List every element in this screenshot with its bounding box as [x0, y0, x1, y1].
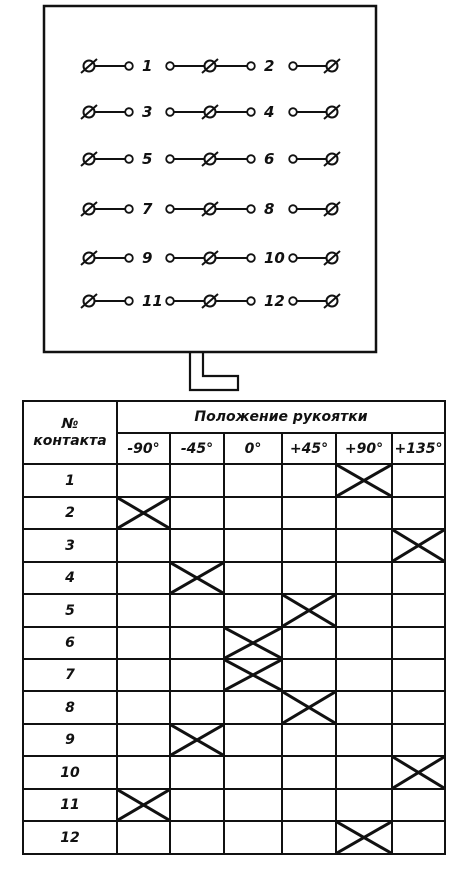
empty-cell [117, 627, 170, 659]
terminal-row [81, 249, 340, 267]
empty-cell [282, 497, 336, 529]
contact-label: 5 [142, 150, 153, 168]
empty-cell [117, 821, 170, 854]
table-row [23, 691, 445, 724]
empty-cell [336, 627, 392, 659]
empty-cell [282, 627, 336, 659]
contact-ring-icon [125, 254, 133, 262]
screw-terminal-icon [324, 251, 340, 265]
angle-header: -90° [117, 433, 170, 464]
empty-cell [224, 789, 282, 821]
screw-terminal-icon [81, 202, 97, 216]
contact-number-header [23, 401, 117, 464]
screw-terminal-icon [202, 251, 218, 265]
screw-terminal-icon [81, 59, 97, 73]
table-row [23, 464, 445, 497]
empty-cell [282, 756, 336, 789]
terminal-row [81, 200, 340, 218]
empty-cell [224, 497, 282, 529]
terminal-row [81, 57, 340, 75]
screw-terminal-icon [324, 152, 340, 166]
contact-number-cell: 8 [23, 691, 117, 724]
contact-number-cell: 11 [23, 789, 117, 821]
closed-contact-cross-icon [392, 529, 445, 562]
empty-cell [170, 497, 224, 529]
empty-cell [336, 594, 392, 627]
switch-position-table [22, 400, 446, 855]
empty-cell [392, 821, 445, 854]
table-row [23, 821, 445, 854]
closed-contact-cross-icon [117, 497, 170, 529]
table-row [23, 594, 445, 627]
contact-ring-icon [289, 62, 297, 70]
contact-ring-icon [247, 297, 255, 305]
screw-terminal-icon [324, 105, 340, 119]
empty-cell [282, 562, 336, 594]
contact-label: 1 [142, 57, 153, 75]
contact-ring-icon [289, 155, 297, 163]
empty-cell [224, 691, 282, 724]
empty-cell [282, 789, 336, 821]
screw-terminal-icon [202, 105, 218, 119]
empty-cell [282, 659, 336, 691]
closed-contact-cross-icon [117, 789, 170, 821]
empty-cell [117, 594, 170, 627]
empty-cell [224, 821, 282, 854]
screw-terminal-icon [324, 59, 340, 73]
contact-ring-icon [289, 254, 297, 262]
empty-cell [170, 691, 224, 724]
screw-terminal-icon [81, 294, 97, 308]
table-row [23, 529, 445, 562]
contact-ring-icon [166, 155, 174, 163]
empty-cell [336, 529, 392, 562]
empty-cell [392, 789, 445, 821]
closed-contact-cross-icon [336, 821, 392, 854]
empty-cell [170, 627, 224, 659]
switch-diagram [0, 0, 466, 400]
contact-number-symbol: № [61, 415, 79, 432]
empty-cell [392, 594, 445, 627]
terminal-row [81, 103, 340, 121]
contact-ring-icon [247, 108, 255, 116]
closed-contact-cross-icon [170, 724, 224, 756]
empty-cell [392, 724, 445, 756]
table-row [23, 756, 445, 789]
empty-cell [117, 691, 170, 724]
screw-terminal-icon [202, 59, 218, 73]
empty-cell [170, 821, 224, 854]
empty-cell [336, 724, 392, 756]
contact-ring-icon [166, 205, 174, 213]
empty-cell [336, 562, 392, 594]
contact-ring-icon [247, 155, 255, 163]
contact-number-cell: 12 [23, 821, 117, 854]
empty-cell [170, 594, 224, 627]
empty-cell [170, 789, 224, 821]
empty-cell [117, 659, 170, 691]
contact-number-cell: 5 [23, 594, 117, 627]
terminal-row [81, 150, 340, 168]
contact-ring-icon [125, 108, 133, 116]
contact-number-word: контакта [33, 432, 107, 449]
empty-cell [392, 627, 445, 659]
angle-header: 0° [224, 433, 282, 464]
closed-contact-cross-icon [392, 756, 445, 789]
contact-number-cell: 10 [23, 756, 117, 789]
contact-label: 9 [142, 249, 153, 267]
empty-cell [282, 464, 336, 497]
empty-cell [224, 562, 282, 594]
table-row [23, 627, 445, 659]
empty-cell [392, 562, 445, 594]
contact-ring-icon [166, 297, 174, 305]
contact-ring-icon [125, 62, 133, 70]
empty-cell [117, 529, 170, 562]
contact-label: 6 [264, 150, 275, 168]
empty-cell [392, 691, 445, 724]
empty-cell [117, 562, 170, 594]
empty-cell [170, 529, 224, 562]
empty-cell [336, 756, 392, 789]
empty-cell [224, 529, 282, 562]
empty-cell [282, 529, 336, 562]
empty-cell [282, 821, 336, 854]
contact-label: 8 [264, 200, 275, 218]
table-row [23, 497, 445, 529]
contact-label: 7 [142, 200, 153, 218]
contact-label: 12 [264, 292, 285, 310]
screw-terminal-icon [202, 202, 218, 216]
empty-cell [117, 464, 170, 497]
screw-terminal-icon [81, 251, 97, 265]
contact-number-cell: 6 [23, 627, 117, 659]
angle-header: +45° [282, 433, 336, 464]
empty-cell [336, 497, 392, 529]
contact-number-cell: 1 [23, 464, 117, 497]
contact-ring-icon [125, 205, 133, 213]
empty-cell [117, 724, 170, 756]
contact-number-cell: 3 [23, 529, 117, 562]
screw-terminal-icon [202, 152, 218, 166]
contact-label: 10 [264, 249, 285, 267]
empty-cell [170, 659, 224, 691]
contact-number-cell: 2 [23, 497, 117, 529]
empty-cell [224, 594, 282, 627]
terminal-row [81, 292, 340, 310]
empty-cell [392, 464, 445, 497]
contact-ring-icon [289, 297, 297, 305]
angle-header: +90° [336, 433, 392, 464]
empty-cell [224, 724, 282, 756]
table-row [23, 789, 445, 821]
contact-ring-icon [125, 297, 133, 305]
screw-terminal-icon [202, 294, 218, 308]
empty-cell [336, 659, 392, 691]
screw-terminal-icon [81, 105, 97, 119]
contact-ring-icon [166, 62, 174, 70]
empty-cell [392, 497, 445, 529]
contact-number-cell: 4 [23, 562, 117, 594]
contact-label: 2 [264, 57, 275, 75]
handle-position-header: Положение рукоятки [117, 401, 445, 433]
screw-terminal-icon [324, 294, 340, 308]
screw-terminal-icon [324, 202, 340, 216]
contact-ring-icon [247, 205, 255, 213]
contact-number-cell: 9 [23, 724, 117, 756]
closed-contact-cross-icon [336, 464, 392, 497]
contact-ring-icon [125, 155, 133, 163]
table-row [23, 724, 445, 756]
contact-ring-icon [166, 254, 174, 262]
table-row [23, 659, 445, 691]
empty-cell [224, 464, 282, 497]
contact-label: 11 [142, 292, 163, 310]
contact-label: 3 [142, 103, 153, 121]
empty-cell [117, 756, 170, 789]
empty-cell [336, 789, 392, 821]
closed-contact-cross-icon [282, 691, 336, 724]
empty-cell [336, 691, 392, 724]
angle-header: +135° [392, 433, 445, 464]
empty-cell [282, 724, 336, 756]
closed-contact-cross-icon [224, 627, 282, 659]
contact-ring-icon [166, 108, 174, 116]
contact-number-cell: 7 [23, 659, 117, 691]
contact-label: 4 [264, 103, 275, 121]
table-row [23, 562, 445, 594]
closed-contact-cross-icon [224, 659, 282, 691]
contact-ring-icon [289, 205, 297, 213]
contact-ring-icon [247, 254, 255, 262]
screw-terminal-icon [81, 152, 97, 166]
empty-cell [170, 756, 224, 789]
contact-ring-icon [247, 62, 255, 70]
empty-cell [392, 659, 445, 691]
closed-contact-cross-icon [170, 562, 224, 594]
empty-cell [170, 464, 224, 497]
angle-header: -45° [170, 433, 224, 464]
contact-ring-icon [289, 108, 297, 116]
empty-cell [224, 756, 282, 789]
closed-contact-cross-icon [282, 594, 336, 627]
switch-handle [190, 352, 238, 390]
